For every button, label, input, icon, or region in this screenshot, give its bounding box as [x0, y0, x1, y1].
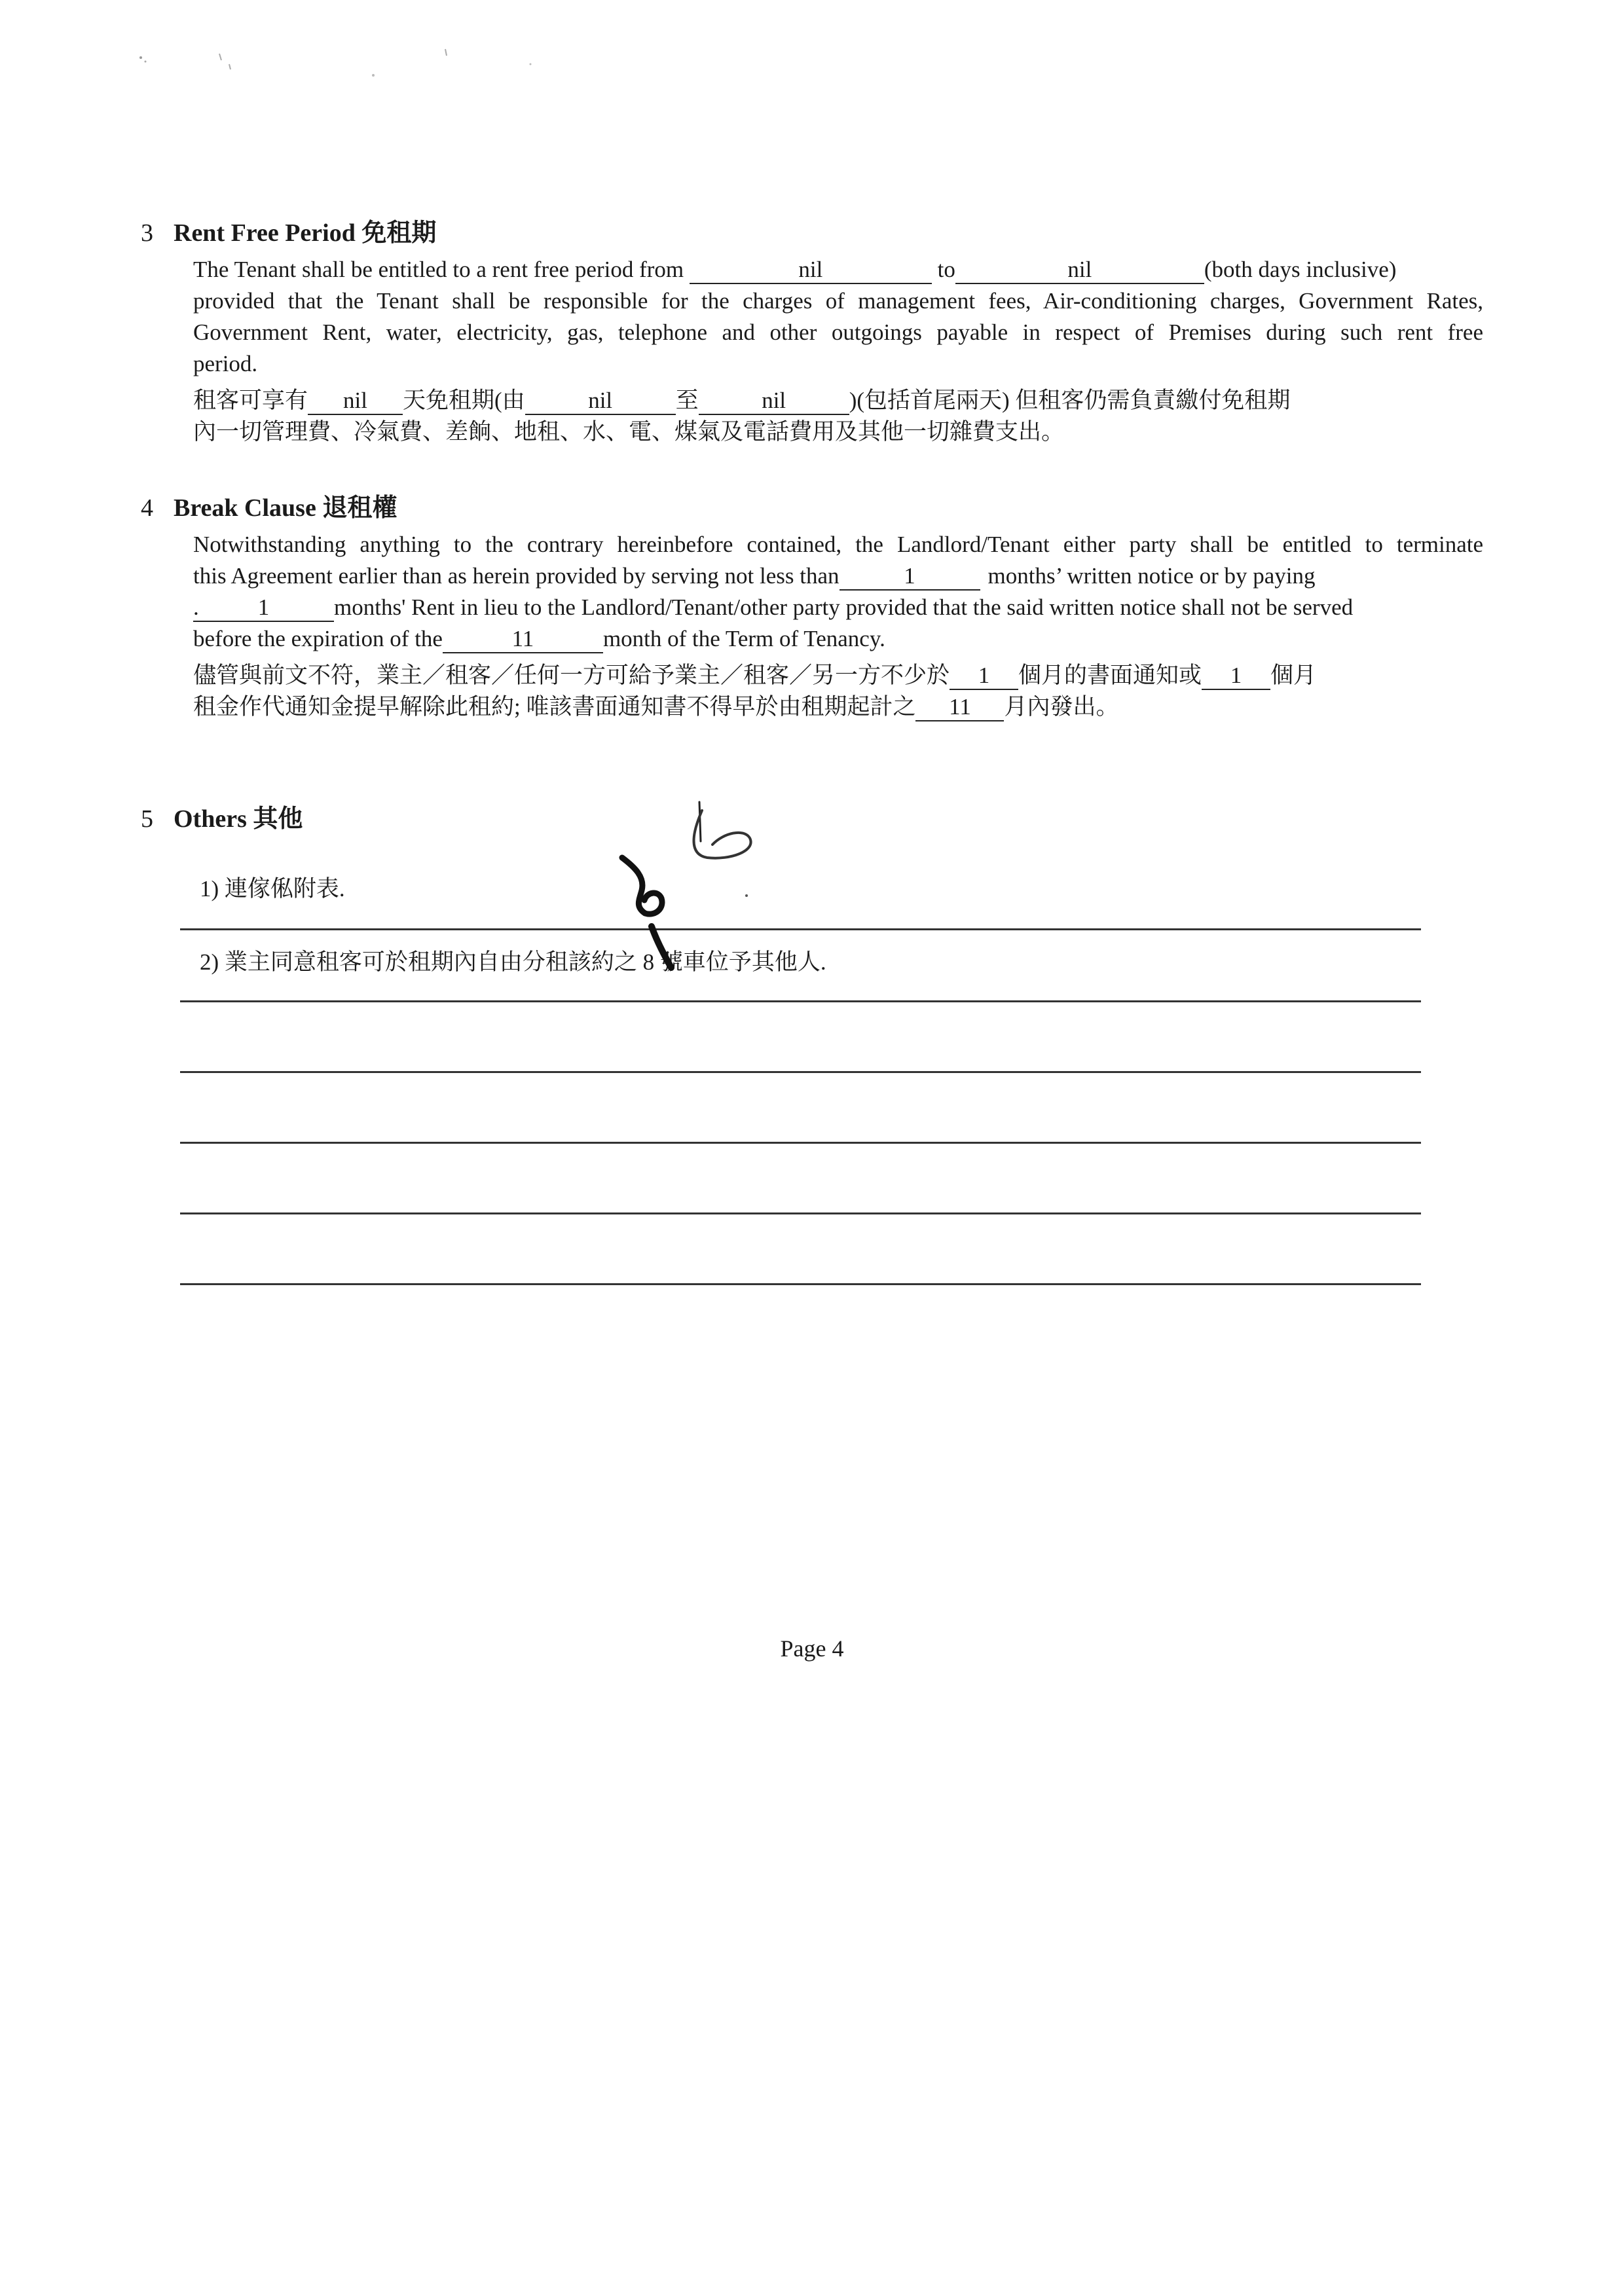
en-line-3: Government Rent, water, electricity, gas, telephone and other outgoings payable in respect of Premises during such rent free — [193, 319, 1483, 345]
en-line-3: . 1 months' Rent in lieu to the Landlord/Tenant/other party provided that the said written notice shall not be served — [193, 592, 1483, 623]
section-heading — [141, 217, 1483, 249]
free-days-field: nil — [308, 388, 403, 415]
scan-specks — [131, 46, 589, 85]
en-line-4: before the expiration of the 11 month of the Term of Tenancy. — [193, 623, 1483, 655]
section-number: 5 — [141, 805, 153, 833]
en-line-2: provided that the Tenant shall be responsible for the charges of management fees, Air-conditioning charges, Government Rates, — [193, 288, 1483, 314]
section-rent-free-period — [141, 217, 1483, 445]
to-date-field: nil — [955, 257, 1204, 284]
section-title: Break Clause 退租權 — [174, 494, 397, 522]
zh-to-field: nil — [699, 388, 849, 415]
ruled-line — [180, 1142, 1421, 1144]
zh-line-2: 內一切管理費、冷氣費、差餉、地租、水、電、煤氣及電話費用及其他一切雜費支出。 — [193, 419, 1065, 445]
others-item-1: 1) 連傢俬附表. — [200, 876, 345, 902]
zh-line-2: 租金作代通知金提早解除此租約; 唯該書面通知書不得早於由租期起計之 11 月內發出。 — [193, 691, 1483, 723]
page-number: Page 4 — [780, 1635, 844, 1662]
zh-line-1: 儘管與前文不符，業主／租客／任何一方可給予業主／租客／另一方不少於 1 個月的書面通知或 1 個月 — [193, 660, 1483, 691]
section-heading — [141, 492, 1483, 524]
en-line-4: period. — [193, 351, 258, 376]
section-number: 3 — [141, 219, 153, 247]
section-number: 4 — [141, 494, 153, 522]
handwritten-initials — [616, 792, 825, 1002]
en-line-1: The Tenant shall be entitled to a rent free period from nil to nil (both days inclusive) — [193, 254, 1483, 285]
expiry-month-field: 11 — [443, 626, 603, 653]
section-title: Rent Free Period 免租期 — [174, 219, 437, 247]
section-break-clause — [141, 492, 1483, 720]
from-date-field: nil — [690, 257, 932, 284]
en-line-1: Notwithstanding anything to the contrary hereinbefore contained, the Landlord/Tenant either party shall be entitled to terminate — [193, 532, 1483, 557]
rent-months-field: . 1 — [193, 594, 334, 622]
zh-line-1: 租客可享有 nil 天免租期(由 nil 至 nil )(包括首尾兩天) 但租客仍需負責繳付免租期 — [193, 385, 1483, 416]
notice-months-field: 1 — [840, 563, 980, 591]
ruled-line — [180, 1212, 1421, 1214]
zh-month-field: 11 — [915, 694, 1004, 721]
others-item-2: 2) 業主同意租客可於租期內自由分租該約之 8 號車位予其他人. — [200, 949, 826, 975]
zh-rent-field: 1 — [1202, 663, 1270, 690]
section-title: Others 其他 — [174, 805, 303, 833]
zh-from-field: nil — [525, 388, 676, 415]
ruled-line — [180, 1283, 1421, 1285]
en-line-2: this Agreement earlier than as herein provided by serving not less than 1 months’ written notice or by paying — [193, 560, 1483, 592]
zh-notice-field: 1 — [950, 663, 1018, 690]
ruled-line — [180, 1071, 1421, 1073]
